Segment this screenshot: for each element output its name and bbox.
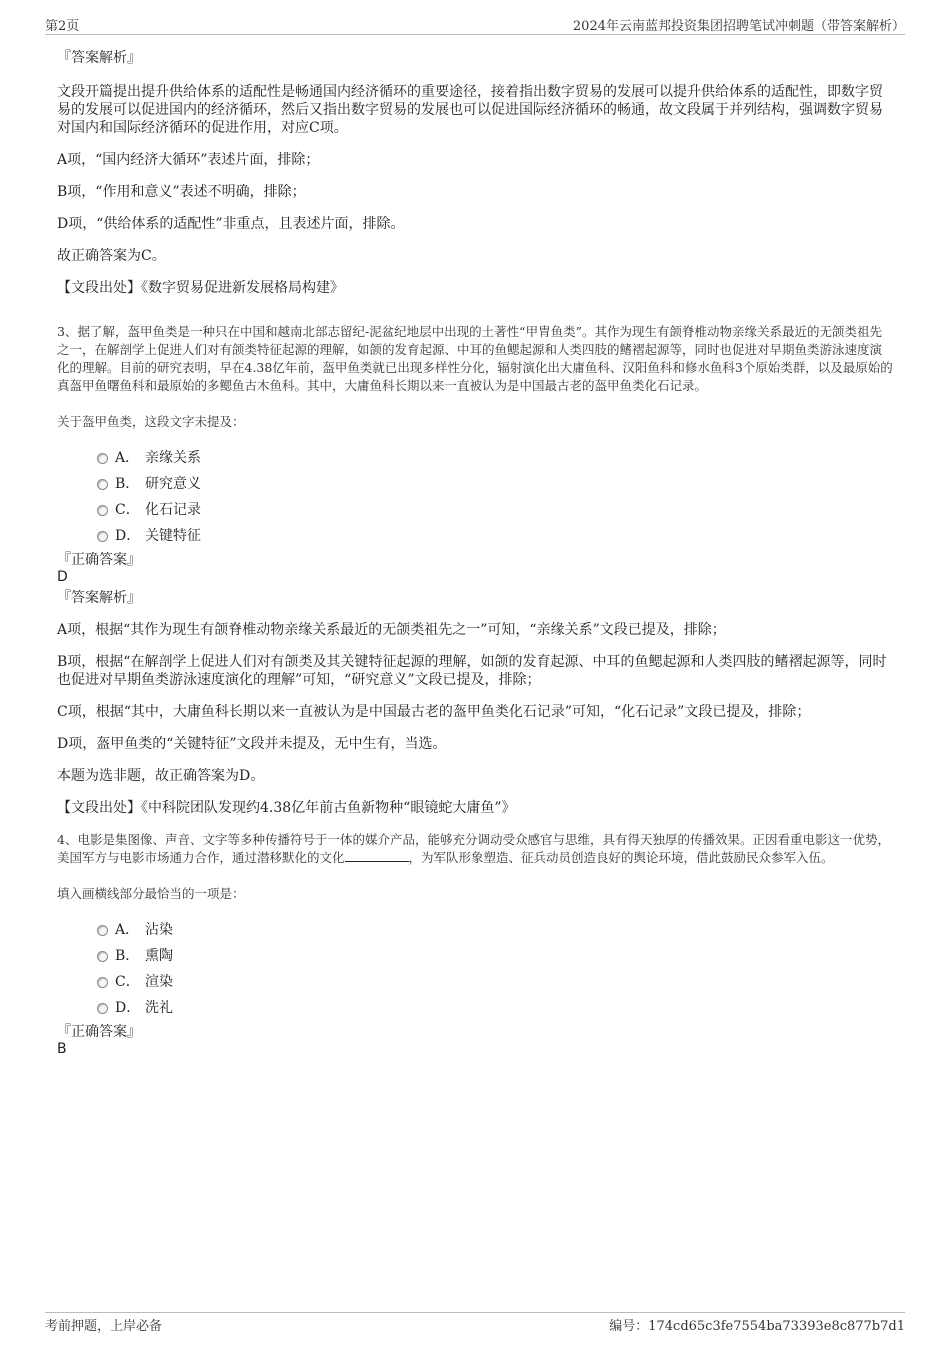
q2-option-b-note: B项，“作用和意义”表述不明确，排除；	[57, 184, 306, 200]
option-text: 渲染	[145, 974, 173, 990]
q4-option-b[interactable]	[57, 943, 893, 969]
radio-icon[interactable]	[97, 951, 108, 962]
q2-source: 【文段出处】《数字贸易促进新发展格局构建》	[57, 280, 344, 296]
option-text: 沾染	[145, 922, 173, 938]
option-letter: B．	[115, 476, 140, 492]
q3-conclusion: 本题为选非题，故正确答案为D。	[57, 768, 265, 784]
option-letter: D．	[115, 1000, 141, 1016]
q3-option-a-note: A项，根据“其作为现生有颌脊椎动物亲缘关系最近的无颌类祖先之一”可知，“亲缘关系”文段已提及，排除；	[57, 622, 726, 638]
page-number: 第2页	[45, 19, 80, 34]
option-letter: A．	[115, 922, 140, 938]
q4-stem-after: ，为军队形象塑造、征兵动员创造良好的舆论环境，借此鼓励民众参军入伍。	[408, 850, 834, 865]
q3-option-d[interactable]	[57, 523, 893, 549]
q2-conclusion: 故正确答案为C。	[57, 248, 166, 264]
radio-icon[interactable]	[97, 1003, 108, 1014]
option-text: 亲缘关系	[145, 450, 201, 466]
q3-stem: 3、据了解，盔甲鱼类是一种只在中国和越南北部志留纪-泥盆纪地层中出现的土著性“甲胄鱼类”。其作为现生有颌脊椎动物亲缘关系最近的无颌类祖先之一，在解剖学上促进人们对有颌类特征起源的理解，如颌的发育起源、中耳的鱼鳃起源和人类四肢的鳍褶起源等，同时也促进对早期鱼类游泳速度演化的理解。目前的研究表明，早在4.38亿年前，盔甲鱼类就已出现多样性分化，辐射演化出大庸鱼科、汉阳鱼科和修水鱼科3个原始类群，以及最原始的真盔甲鱼曙鱼科和最原始的多鳃鱼古木鱼科。其中，大庸鱼科长期以来一直被认为是中国最古老的盔甲鱼类化石记录。	[57, 324, 893, 393]
q3-correct-label: 『正确答案』	[57, 552, 141, 568]
option-text: 洗礼	[145, 1000, 173, 1016]
q3-source: 【文段出处】《中科院团队发现约4.38亿年前古鱼新物种“眼镜蛇大庸鱼”》	[57, 800, 516, 816]
fill-in-blank	[345, 849, 409, 862]
option-text: 化石记录	[145, 502, 201, 518]
option-letter: C．	[115, 502, 140, 518]
document-body	[57, 46, 893, 1057]
q3-question: 关于盔甲鱼类，这段文字未提及：	[57, 414, 245, 429]
option-letter: D．	[115, 528, 141, 544]
q3-option-c-note: C项，根据“其中，大庸鱼科长期以来一直被认为是中国最古老的盔甲鱼类化石记录”可知，“化石记录”文段已提及，排除；	[57, 704, 811, 720]
option-letter: A．	[115, 450, 140, 466]
q3-option-a[interactable]	[57, 445, 893, 471]
q4-options	[57, 917, 893, 1021]
q2-analysis-label: 『答案解析』	[57, 50, 141, 66]
radio-icon[interactable]	[97, 453, 108, 464]
page-footer	[45, 1312, 905, 1335]
q4-option-d[interactable]	[57, 995, 893, 1021]
q4-correct-answer: B	[57, 1041, 67, 1057]
q4-question: 填入画横线部分最恰当的一项是：	[57, 886, 245, 901]
q4-option-a[interactable]	[57, 917, 893, 943]
option-text: 关键特征	[145, 528, 201, 544]
option-letter: B．	[115, 948, 140, 964]
option-text: 熏陶	[145, 948, 173, 964]
radio-icon[interactable]	[97, 925, 108, 936]
q3-option-d-note: D项，盔甲鱼类的“关键特征”文段并未提及，无中生有，当选。	[57, 736, 447, 752]
q2-option-a-note: A项，“国内经济大循环”表述片面，排除；	[57, 152, 320, 168]
document-title: 2024年云南蓝邦投资集团招聘笔试冲刺题（带答案解析）	[572, 19, 905, 34]
radio-icon[interactable]	[97, 531, 108, 542]
q4-stem-before: 4、电影是集图像、声音、文字等多种传播符号于一体的媒介产品，能够充分调动受众感官与思维，具有得天独厚的传播效果。正因看重电影这一优势，美国军方与电影市场通力合作，通过潜移默化的文化	[57, 832, 890, 865]
option-letter: C．	[115, 974, 140, 990]
option-text: 研究意义	[145, 476, 201, 492]
radio-icon[interactable]	[97, 479, 108, 490]
q4-stem	[57, 831, 893, 867]
radio-icon[interactable]	[97, 977, 108, 988]
q3-option-c[interactable]	[57, 497, 893, 523]
q2-analysis: 文段开篇提出提升供给体系的适配性是畅通国内经济循环的重要途径，接着指出数字贸易的发展可以提升供给体系的适配性，即数字贸易的发展可以促进国内的经济循环，然后又指出数字贸易的发展也可以促进国际经济循环的畅通，故文段属于并列结构，强调数字贸易对国内和国际经济循环的促进作用，对应C项。	[57, 84, 883, 136]
q3-option-b-note: B项，根据“在解剖学上促进人们对有颌类及其关键特征起源的理解，如颌的发育起源、中耳的鱼鳃起源和人类四肢的鳍褶起源等，同时也促进对早期鱼类游泳速度演化的理解”可知，“研究意义”文段已提及，排除；	[57, 654, 887, 688]
q3-options	[57, 445, 893, 549]
page-header	[45, 14, 905, 35]
q3-option-b[interactable]	[57, 471, 893, 497]
q4-option-c[interactable]	[57, 969, 893, 995]
footer-slogan: 考前押题，上岸必备	[45, 1319, 163, 1334]
q2-option-d-note: D项，“供给体系的适配性”非重点，且表述片面，排除。	[57, 216, 405, 232]
q3-analysis-label: 『答案解析』	[57, 590, 141, 606]
q4-correct-label: 『正确答案』	[57, 1024, 141, 1040]
radio-icon[interactable]	[97, 505, 108, 516]
q3-correct-answer: D	[57, 569, 68, 585]
document-id: 编号：174cd65c3fe7554ba73393e8c877b7d1	[609, 1319, 905, 1334]
